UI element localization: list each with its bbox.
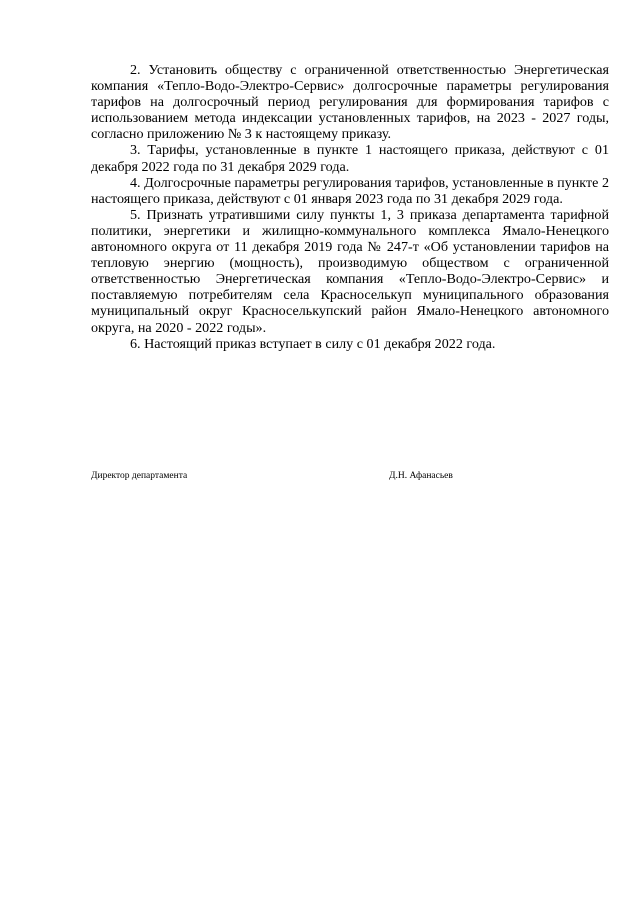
paragraph-3: 3. Тарифы, установленные в пункте 1 настоящего приказа, действуют с 01 декабря 2022 года по 31 декабря 2029 года.	[91, 142, 609, 175]
paragraph-5: 5. Признать утратившими силу пункты 1, 3 приказа департамента тарифной политики, энергетики и жилищно-коммунального комплекса Ямало-Ненецкого автономного округа от 11 декабря 2019 года № 247-т «Об установлении тарифов на тепловую энергию (мощность), производимую обществом с ограниченной ответственностью Энергетическая компания «Тепло-Водо-Электро-Сервис» и поставляемую потребителям села Красноселькуп муниципального образования муниципальный округ Красноселькупский район Ямало-Ненецкого автономного округа, на 2020 - 2022 годы».	[91, 206, 609, 336]
signatory-title: Директор департамента	[91, 471, 188, 481]
paragraph-2: 2. Установить обществу с ограниченной ответственностью Энергетическая компания «Тепло-Водо-Электро-Сервис» долгосрочные параметры регулирования тарифов на долгосрочный период регулирования для формирования тарифов с использованием метода индексации установленных тарифов, на 2023 - 2027 годы, согласно приложению № 3 к настоящему приказу.	[91, 62, 609, 143]
paragraph-4: 4. Долгосрочные параметры регулирования тарифов, установленные в пункте 2 настоящего приказа, действуют с 01 января 2023 года по 31 декабря 2029 года.	[91, 174, 609, 207]
signatory-name: Д.Н. Афанасьев	[389, 471, 453, 481]
document-body	[91, 62, 609, 352]
paragraph-6: 6. Настоящий приказ вступает в силу с 01 декабря 2022 года.	[130, 335, 496, 352]
